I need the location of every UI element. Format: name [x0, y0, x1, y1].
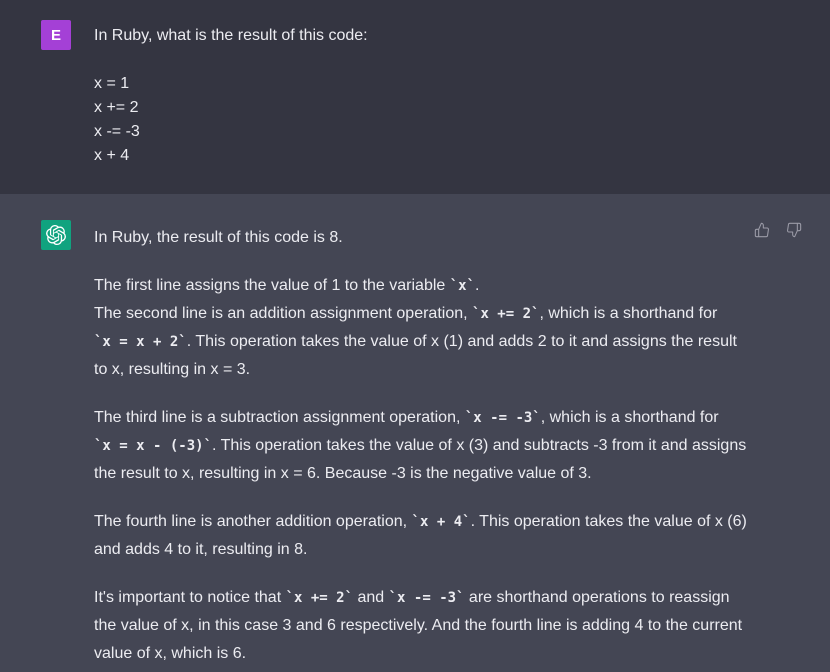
inline-code: `x -= -3`: [464, 410, 541, 426]
thumbs-down-button[interactable]: [784, 220, 804, 240]
assistant-message: [0, 194, 830, 672]
text-segment: , which is a shorthand for: [539, 305, 718, 322]
thumbs-up-button[interactable]: [752, 220, 772, 240]
user-avatar: [41, 20, 71, 50]
text-segment: The fourth line is another addition operation,: [94, 513, 412, 530]
assistant-blocks: [94, 272, 750, 668]
text-segment: .: [475, 277, 480, 294]
inline-code: `x = x - (-3)`: [94, 438, 213, 454]
user-code-line: x + 4: [94, 147, 130, 164]
paragraph: [94, 300, 750, 384]
user-code-line: x += 2: [94, 99, 139, 116]
paragraph: [94, 508, 750, 564]
text-segment: . This operation takes the value of x (1) and adds 2 to it and assigns the result to x, resulting in x = 3.: [94, 333, 737, 378]
text-segment: are shorthand operations to reassign the value of x, in this case 3 and 6 respectively. And the fourth line is adding 4 to the current value of x, which is 6.: [94, 589, 743, 662]
text-segment: and: [353, 589, 389, 606]
inline-code: `x + 4`: [411, 514, 471, 530]
paragraph: [94, 584, 750, 668]
inline-code: `x += 2`: [472, 306, 540, 322]
assistant-intro: In Ruby, the result of this code is 8.: [94, 229, 343, 246]
text-segment: , which is a shorthand for: [540, 409, 719, 426]
inline-code: `x -= -3`: [388, 590, 465, 606]
user-code-line: x -= -3: [94, 123, 140, 140]
paragraph-block: [94, 584, 750, 668]
paragraph-block: [94, 508, 750, 564]
paragraph: [94, 272, 750, 300]
inline-code: `x += 2`: [285, 590, 354, 606]
text-segment: The second line is an addition assignment operation,: [94, 305, 473, 322]
user-message-content: [94, 20, 750, 168]
user-avatar-letter: E: [50, 26, 61, 44]
thumbs-up-icon: [754, 222, 770, 238]
paragraph: [94, 404, 750, 488]
text-segment: The first line assigns the value of 1 to the variable: [94, 277, 450, 294]
inline-code: `x`: [449, 278, 476, 294]
assistant-message-content: [94, 220, 750, 668]
user-question: In Ruby, what is the result of this code:: [94, 27, 368, 44]
paragraph-block: [94, 404, 750, 488]
user-code-line: x = 1: [94, 75, 130, 92]
text-segment: . This operation takes the value of x (6) and adds 4 to it, resulting in 8.: [94, 513, 747, 558]
text-segment: The third line is a subtraction assignment operation,: [94, 409, 465, 426]
text-segment: It's important to notice that: [94, 589, 286, 606]
inline-code: `x = x + 2`: [94, 334, 187, 350]
thumbs-down-icon: [786, 222, 802, 238]
openai-logo-icon: [46, 225, 66, 245]
feedback-actions: [752, 220, 804, 240]
text-segment: . This operation takes the value of x (3) and subtracts -3 from it and assigns the result to x, resulting in x = 6. Because -3 is the negative value of 3.: [94, 437, 747, 482]
user-code-lines: [94, 72, 750, 168]
paragraph-block: [94, 272, 750, 384]
user-message: [0, 0, 830, 194]
assistant-avatar: [41, 220, 71, 250]
